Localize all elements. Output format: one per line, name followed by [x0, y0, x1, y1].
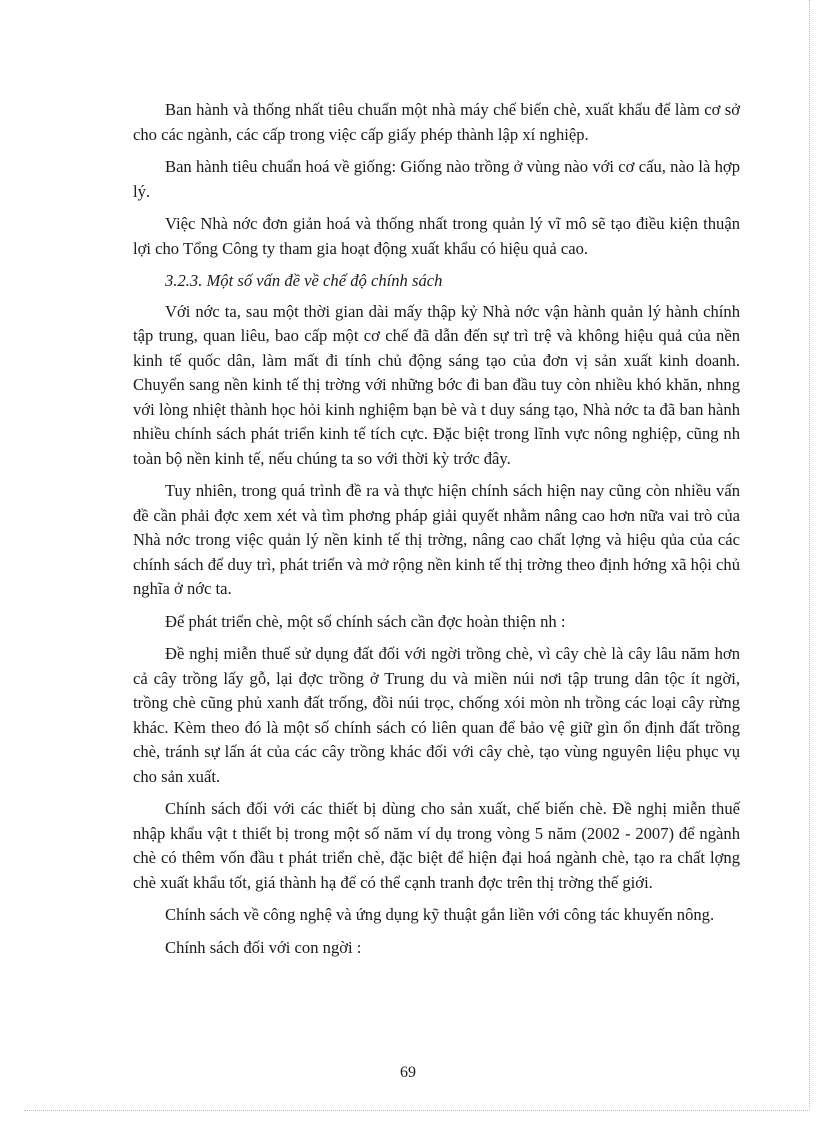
paragraph: Chính sách đối với con ngời : — [165, 937, 362, 957]
paragraph: Tuy nhiên, trong quá trình đề ra và thực hiện chính sách hiện nay cũng còn nhiều vấn đề cần phải đợc xem xét và tìm phơng pháp giải quyết nhằm nâng cao hơn nữa vai trò của Nhà nớc trong việc quản lý nền kinh tế thị trờng, nâng cao chất lợng và hiệu qủa của các chính sách để duy trì, phát triển và mở rộng nền kinh tế thị trờng theo định hớng xã hội chủ nghĩa ở nớc ta. — [133, 481, 740, 598]
page-content — [133, 98, 740, 968]
paragraph: Đề nghị miễn thuế sử dụng đất đối với ngời trồng chè, vì cây chè là cây lâu năm hơn cả cây trồng lấy gỗ, lại đợc trồng ở Trung du và miền núi nơi tập trung dân tộc ít ngời, trồng chè cũng phủ xanh đất trống, đồi núi trọc, chống xói mòn nh trồng các loại cây rừng khác. Kèm theo đó là một số chính sách có liên quan để bảo vệ giữ gìn ổn định đất trồng chè, tránh sự lấn át của các cây trồng khác đối với cây chè, tạo vùng nguyên liệu phục vụ cho sản xuất. — [133, 644, 740, 786]
page-number: 69 — [400, 1064, 416, 1081]
page-border-right — [809, 0, 810, 1110]
paragraph: Chính sách đối với các thiết bị dùng cho sản xuất, chế biến chè. Đề nghị miễn thuế nhập khẩu vật t thiết bị trong một số năm ví dụ trong vòng 5 năm (2002 - 2007) để ngành chè có thêm vốn đầu t phát triển chè, đặc biệt để hiện đại hoá ngành chè, tạo ra chất lợng chè xuất khẩu tốt, giá thành hạ để có thể cạnh tranh đợc trên thị trờng thế giới. — [133, 799, 740, 892]
page-border-bottom — [24, 1110, 808, 1111]
paragraph: Chính sách về công nghệ và ứng dụng kỹ thuật gắn liền với công tác khuyến nông. — [165, 905, 715, 924]
paragraph: Ban hành và thống nhất tiêu chuẩn một nhà máy chế biến chè, xuất khẩu để làm cơ sở cho các ngành, các cấp trong việc cấp giấy phép thành lập xí nghiệp. — [133, 100, 740, 144]
section-heading: 3.2.3. Một số vấn đề về chế độ chính sách — [165, 271, 443, 290]
paragraph: Ban hành tiêu chuẩn hoá về giống: Giống nào trồng ở vùng nào với cơ cấu, nào là hợp lý. — [133, 157, 740, 201]
paragraph: Với nớc ta, sau một thời gian dài mấy thập kỷ Nhà nớc vận hành quản lý hành chính tập trung, quan liêu, bao cấp một cơ chế đã dẫn đến sự trì trệ và không hiệu quả của nền kinh tế quốc dân, làm mất đi tính chủ động sáng tạo của đơn vị sản xuất kinh doanh. Chuyển sang nền kinh tế thị trờng với những bớc đi ban đầu tuy còn nhiều khó khăn, nhng với lòng nhiệt thành học hỏi kinh nghiệm bạn bè và t duy sáng tạo, Nhà nớc ta đã ban hành nhiều chính sách phát triển kinh tế tích cực. Đặc biệt trong lĩnh vực nông nghiệp, cũng nh toàn bộ nền kinh tế, nếu chúng ta so với thời kỳ trớc đây. — [133, 301, 740, 468]
paragraph: Việc Nhà nớc đơn giản hoá và thống nhất trong quản lý vĩ mô sẽ tạo điều kiện thuận lợi cho Tổng Công ty tham gia hoạt động xuất khẩu có hiệu quả cao. — [133, 214, 740, 258]
paragraph: Để phát triển chè, một số chính sách cần đợc hoàn thiện nh : — [165, 611, 566, 631]
